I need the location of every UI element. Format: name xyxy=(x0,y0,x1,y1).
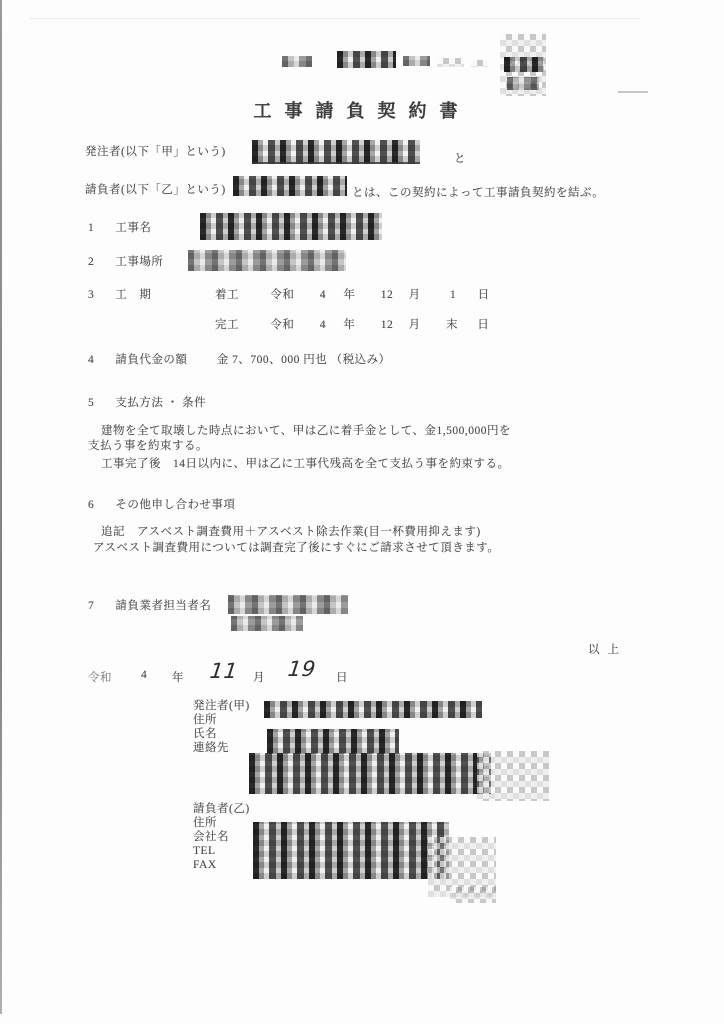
era-label: 令和 xyxy=(270,319,295,331)
redaction-letterhead xyxy=(282,56,312,67)
redaction-party-a-seal xyxy=(477,751,549,801)
year-value: 4 xyxy=(319,289,326,301)
day-unit: 日 xyxy=(477,319,490,331)
redaction-party-a-contact xyxy=(249,753,491,794)
item3-label: 工 期 xyxy=(115,289,152,301)
item1-row xyxy=(88,219,151,235)
month-value: 12 xyxy=(380,319,394,331)
party-b-intro-label: 請負者(以下「乙」という) xyxy=(85,184,226,196)
redaction-letterhead xyxy=(471,60,488,67)
item4-label: 請負代金の額 xyxy=(115,354,188,366)
redaction-party-a-address xyxy=(264,701,482,718)
redaction-letterhead xyxy=(504,57,544,72)
item4-row xyxy=(88,351,391,367)
party-b-title: 請負者(乙) xyxy=(193,803,250,815)
closing-ijou: 以上 xyxy=(588,644,627,656)
document-title: 工事請負契約書 xyxy=(253,101,471,121)
redaction-letterhead xyxy=(437,58,464,67)
redaction-project-name xyxy=(200,213,382,240)
item4-number: 4 xyxy=(88,354,95,366)
item2-number: 2 xyxy=(88,256,95,268)
item3-end-date xyxy=(215,316,489,332)
scan-top-line xyxy=(30,18,640,19)
party-b-address-label: 住所 xyxy=(193,817,217,829)
date-year-unit: 年 xyxy=(172,672,184,684)
item6-label: その他申し合わせ事項 xyxy=(115,499,236,511)
year-unit: 年 xyxy=(343,289,356,301)
start-label: 着工 xyxy=(215,289,239,301)
item5-row xyxy=(88,394,206,410)
item2-label: 工事場所 xyxy=(115,256,164,268)
item7-number: 7 xyxy=(88,600,95,612)
payment-terms-line2: 支払う事を約束する。 xyxy=(88,440,208,452)
date-era: 令和 xyxy=(88,672,112,684)
party-a-title: 発注者(甲) xyxy=(193,700,250,712)
scan-smudge-mark xyxy=(618,91,648,93)
year-value: 4 xyxy=(319,319,326,331)
party-b-company-label: 会社名 xyxy=(193,831,229,843)
item3-number: 3 xyxy=(88,289,95,301)
party-b-signature-block xyxy=(193,802,250,872)
party-b-intro-suffix: とは、この契約によって工事請負契約を結ぶ。 xyxy=(352,187,605,199)
agreement-note-line2: アスベスト調査費用については調査完了後にすぐにご請求させて頂きます。 xyxy=(93,542,500,554)
item5-label: 支払方法 ・ 条件 xyxy=(115,397,207,409)
date-month-unit: 月 xyxy=(253,672,265,684)
party-a-intro-label: 発注者(以下「甲」という) xyxy=(85,146,226,158)
redaction-party-b-name xyxy=(233,176,347,196)
party-a-name-label: 氏名 xyxy=(193,728,217,740)
item2-row xyxy=(88,253,163,269)
item3-row xyxy=(88,286,151,302)
redaction-party-b-seal xyxy=(450,887,496,903)
redaction-party-a-name xyxy=(267,729,399,754)
redaction-contractor-contact xyxy=(228,595,348,614)
month-unit: 月 xyxy=(408,289,421,301)
redaction-party-a-name xyxy=(252,140,420,164)
party-a-address-label: 住所 xyxy=(193,714,217,726)
redaction-project-location xyxy=(188,250,346,271)
item7-row xyxy=(88,597,211,613)
date-day-unit: 日 xyxy=(336,672,348,684)
item6-number: 6 xyxy=(88,499,95,511)
item1-label: 工事名 xyxy=(115,222,152,234)
redaction-contractor-contact xyxy=(231,616,303,631)
date-month-handwritten: 11 xyxy=(208,659,240,683)
party-b-fax-label: FAX xyxy=(193,859,217,871)
redaction-party-b-details xyxy=(253,822,449,879)
year-unit: 年 xyxy=(343,319,356,331)
month-unit: 月 xyxy=(408,319,421,331)
item6-row xyxy=(88,496,235,512)
item7-label: 請負業者担当者名 xyxy=(115,600,212,612)
date-day-handwritten: 19 xyxy=(286,657,318,681)
contract-amount: 金 7、700、000 円也 （税込み） xyxy=(216,354,391,366)
payment-terms-line3: 工事完了後 14日以内に、甲は乙に工事代残高を全て支払う事を約束する。 xyxy=(101,458,510,470)
payment-terms-line1: 建物を全て取壊した時点において、甲は乙に着手金として、金1,500,000円を xyxy=(101,425,512,437)
end-label: 完工 xyxy=(215,319,239,331)
party-a-contact-label: 連絡先 xyxy=(193,742,229,754)
day-value: 末 xyxy=(446,319,458,331)
date-year: 4 xyxy=(141,669,148,681)
item5-number: 5 xyxy=(88,397,95,409)
era-label: 令和 xyxy=(270,289,295,301)
redaction-letterhead xyxy=(403,56,430,66)
party-a-intro-suffix: と xyxy=(454,153,466,165)
item1-number: 1 xyxy=(88,222,95,234)
day-value: 1 xyxy=(450,289,457,301)
item3-start-date xyxy=(215,286,490,302)
scan-edge-line xyxy=(0,0,2,1014)
party-b-tel-label: TEL xyxy=(193,845,216,857)
day-unit: 日 xyxy=(477,289,490,301)
redaction-letterhead xyxy=(507,77,539,90)
month-value: 12 xyxy=(380,289,394,301)
redaction-letterhead xyxy=(337,51,396,68)
party-a-signature-block xyxy=(193,699,250,755)
agreement-note-line1: 追記 アスベスト調査費用＋アスベスト除去作業(目一杯費用抑えます) xyxy=(101,526,481,538)
